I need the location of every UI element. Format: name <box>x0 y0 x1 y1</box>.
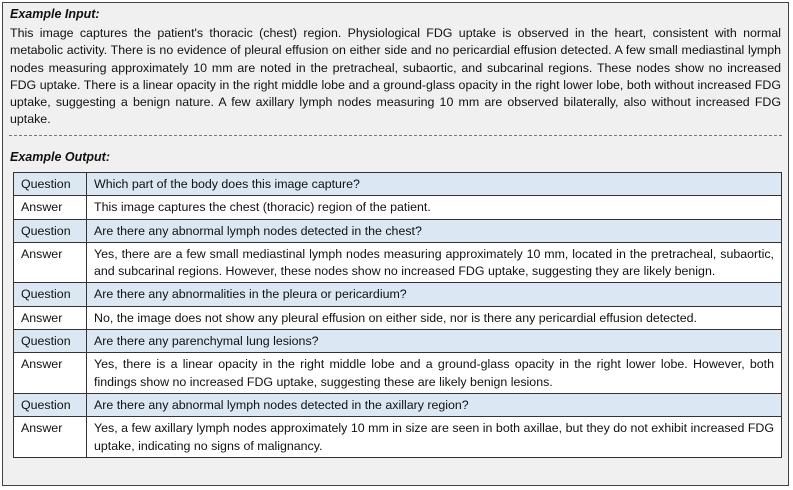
row-text: Which part of the body does this image capture? <box>87 173 782 196</box>
table-row <box>14 173 782 196</box>
table-row <box>14 393 782 416</box>
input-paragraph: This image captures the patient's thoracic (chest) region. Physiological FDG uptake is observed in the heart, consistent with normal metabolic activity. There is no evidence of pleural effusion on either side and no pericardial effusion detected. A few small mediastinal lymph nodes measuring approximately 10 mm are noted in the pretracheal, subaortic, and subcarinal regions. These nodes show no increased FDG uptake. There is a linear opacity in the right middle lobe and a ground-glass opacity in the right lower lobe, both without increased FDG uptake, suggesting a benign nature. A few axillary lymph nodes measuring 10 mm are observed bilaterally, also without increased FDG uptake. <box>10 26 781 127</box>
row-role: Answer <box>14 417 87 458</box>
row-text: This image captures the chest (thoracic) region of the patient. <box>87 196 782 219</box>
table-row <box>14 417 782 458</box>
row-text: Yes, there are a few small mediastinal lymph nodes measuring approximately 10 mm, located in the pretracheal, subaortic, and subcarinal regions. However, these nodes show no increased FDG uptake, suggesting they are likely benign. <box>87 242 782 283</box>
row-role: Question <box>14 173 87 196</box>
row-role: Answer <box>14 196 87 219</box>
output-heading: Example Output: <box>10 150 111 164</box>
table-row <box>14 330 782 353</box>
row-role: Question <box>14 283 87 306</box>
row-role: Answer <box>14 242 87 283</box>
row-role: Answer <box>14 353 87 394</box>
qa-table <box>13 172 782 458</box>
row-role: Answer <box>14 306 87 329</box>
row-role: Question <box>14 330 87 353</box>
table-row <box>14 306 782 329</box>
row-text: Yes, a few axillary lymph nodes approximately 10 mm in size are seen in both axillae, but they do not exhibit increased FDG uptake, indicating no signs of malignancy. <box>87 417 782 458</box>
row-text: Yes, there is a linear opacity in the right middle lobe and a ground-glass opacity in the right lower lobe. However, both findings show no increased FDG uptake, suggesting these are likely benign lesions. <box>87 353 782 394</box>
table-row <box>14 219 782 242</box>
row-text: No, the image does not show any pleural effusion on either side, nor is there any pericardial effusion detected. <box>87 306 782 329</box>
example-panel <box>2 2 789 486</box>
input-heading: Example Input: <box>10 7 100 21</box>
table-row <box>14 196 782 219</box>
row-role: Question <box>14 393 87 416</box>
table-row <box>14 283 782 306</box>
row-text: Are there any parenchymal lung lesions? <box>87 330 782 353</box>
row-text: Are there any abnormalities in the pleura or pericardium? <box>87 283 782 306</box>
row-text: Are there any abnormal lymph nodes detected in the chest? <box>87 219 782 242</box>
table-row <box>14 242 782 283</box>
row-text: Are there any abnormal lymph nodes detected in the axillary region? <box>87 393 782 416</box>
qa-table-body <box>14 173 782 458</box>
section-divider <box>9 135 782 136</box>
table-row <box>14 353 782 394</box>
row-role: Question <box>14 219 87 242</box>
